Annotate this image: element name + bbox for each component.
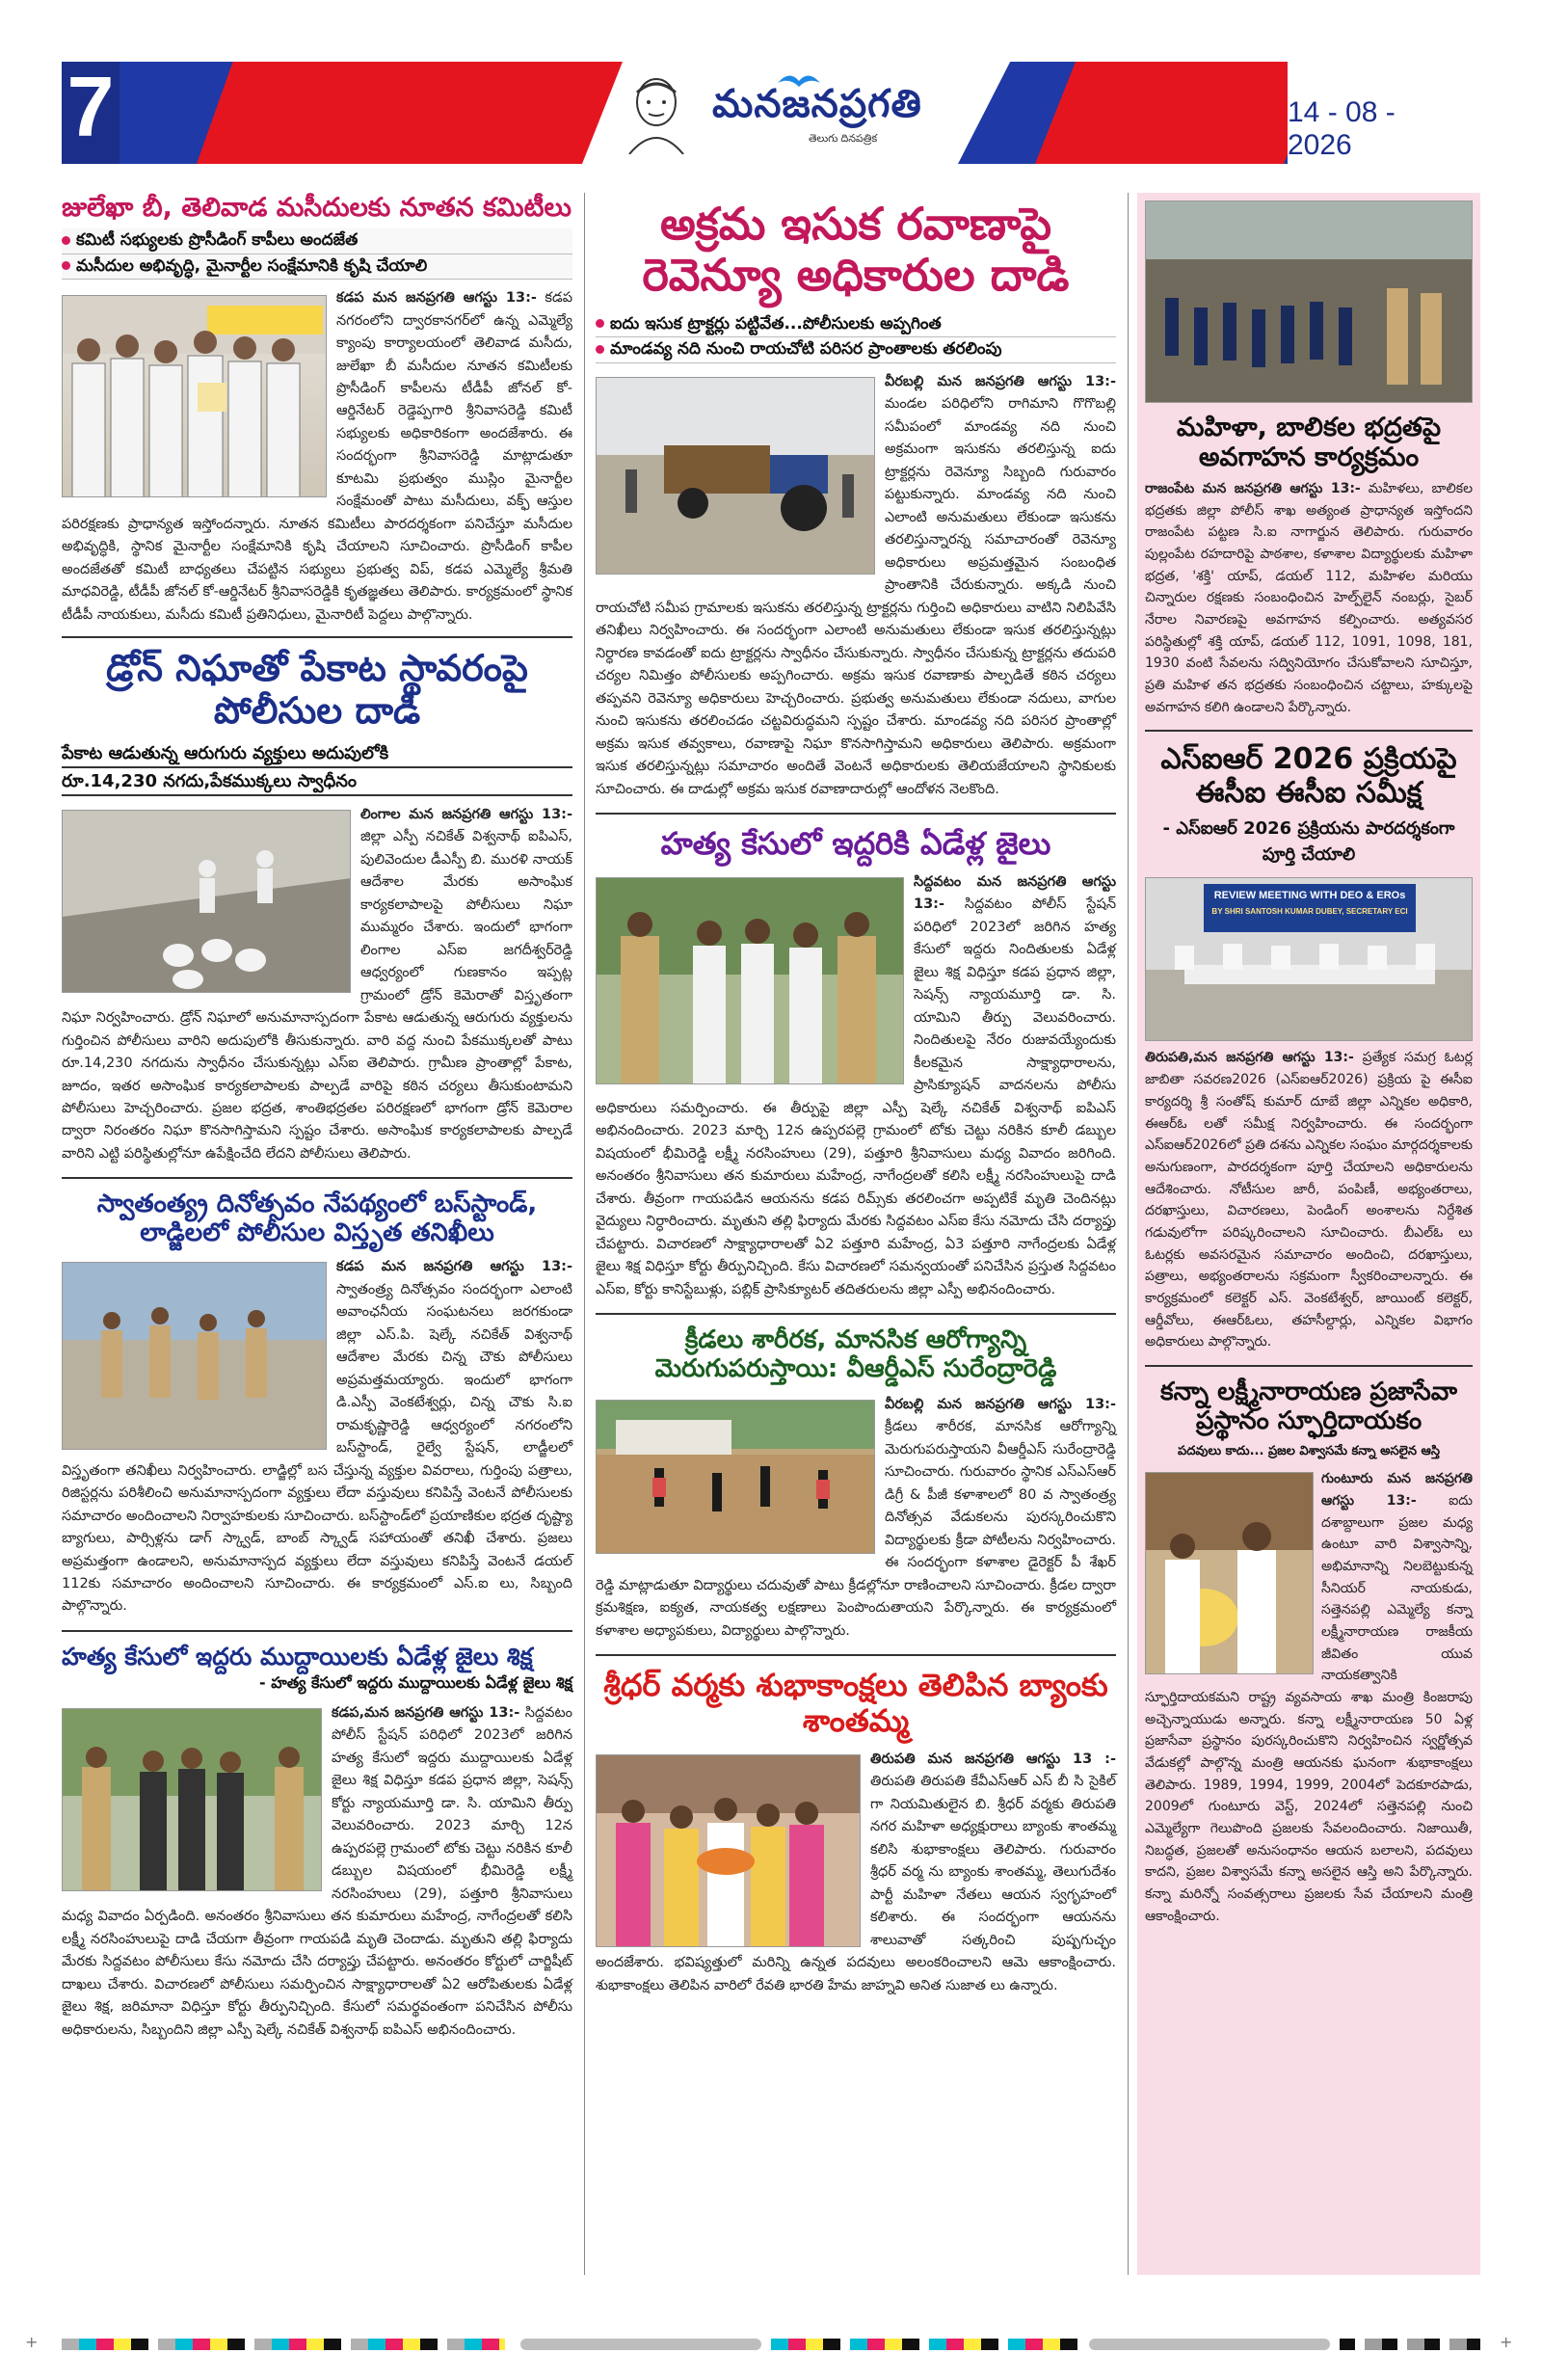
body-text: కడప నగరంలోని ద్వారకానగర్‌లో ఉన్న ఎమ్మెల్యే క్యాంపు కార్యాలయంలో తెలివాడ మసీదు, జులేఖా బీ మసీదుల నూతన కమిటీలకు ప్రొసీడింగ్ కాపీలను టీడీపీ జోనల్ కో-ఆర్డినేటర్ రెడ్డెప్పగారి శ్రీనివాసరెడ్డి కమిటీ సభ్యులకు అధికారికంగా అందజేశారు. ఈ సందర్భంగా శ్రీనివాసరెడ్డి మాట్లాడుతూ కూటమి ప్రభుత్వం ముస్లిం మైనార్టీల సంక్షేమంతో పాటు మసీదులు, వక్ఫ్ ఆస్తుల పరిరక్షణకు ప్రాధాన్యత ఇస్తోందన్నారు. నూతన కమిటీలు పారదర్శకంగా పనిచేస్తూ మసీదుల అభివృద్ధికి, స్థానిక మైనార్టీల సంక్షేమానికి కృషి చేయాలని సూచించారు. ప్రొసీడింగ్ కాపీల అందజేతతో కమిటీ బాధ్యతలు చేపట్టిన సభ్యులు ప్రభుత్వ విప్, కడప ఎమ్మెల్యే శ్రీమతి మాధవిరెడ్డి, టీడీపీ జోనల్ కో-ఆర్డినేటర్ శ్రీనివాసరెడ్డికి కృతజ్ఞతలు తెలిపారు. కార్యక్రమంలో స్థానిక టీడీపీ నాయకులు, మసీదు కమిటీ ప్రతినిధులు, మైనారిటీ పెద్దలు పాల్గొన్నారు.	[62, 290, 572, 623]
issue-date: 14 - 08 - 2026	[1288, 96, 1396, 161]
article-body-wrap	[62, 287, 572, 627]
dateline: కడప మన జనప్రగతి ఆగస్టు 13:-	[336, 1259, 572, 1275]
body-text: స్వాతంత్ర్య దినోత్సవం సందర్భంగా ఎలాంటి అవాంఛనీయ సంఘటనలు జరగకుండా జిల్లా ఎస్.పి. షెల్కే నచికేత్ విశ్వనాథ్ ఆదేశాల మేరకు చిన్న చౌకు పోలీసులు అప్రమత్తమయ్యారు. ఇందులో భాగంగా డి.ఎస్పీ వెంకటేశ్వర్లు, చిన్న చౌకు సి.ఐ రామకృష్ణారెడ్డి ఆధ్వర్యంలో నగరంలోని బస్‌స్టాండ్, రైల్వే స్టేషన్, లాడ్జీలలో విస్తృతంగా తనిఖీలు నిర్వహించారు. లాడ్జిల్లో బస చేస్తున్న వ్యక్తుల వివరాలు, గుర్తింపు పత్రాలు, రిజిస్టర్లను పరిశీలించి అనుమానాస్పదంగా వ్యక్తులు లేదా వస్తువులు కనిపిస్తే వెంటనే పోలీసులకు సమాచారం అందించాలని నిర్వాహకులకు సూచించారు. బస్‌స్టాండ్‌లో ప్రయాణికుల భద్రత దృష్ట్యా బ్యాగులు, పార్సిళ్లను డాగ్ స్క్వాడ్, బాంబ్ స్క్వాడ్ సహాయంతో తనిఖీ చేశారు. ప్రజలు అప్రమత్తంగా ఉండాలని, అనుమానాస్పద వ్యక్తులు లేదా వస్తువులు కనిపిస్తే వెంటనే డయల్ 112కు సమాచారం అందించాలని సూచించారు. ఈ కార్యక్రమంలో ఎస్.ఐ లు, సిబ్బంది పాల్గొన్నారు.	[62, 1281, 572, 1615]
subheadline: రూ.14,230 నగదు,పేకముక్కలు స్వాధీనం	[62, 768, 572, 796]
date-box	[1288, 62, 1480, 164]
bullet-list	[62, 228, 572, 280]
body-text: క్రీడలు శారీరక, మానసిక ఆరోగ్యాన్ని మెరుగుపరుస్తాయని వీఆర్డీఎస్ సురేంద్రారెడ్డి సూచించారు. గురువారం స్థానిక ఎస్ఎస్ఆర్ డిగ్రీ & పీజీ కళాశాలలో 80 వ స్వాతంత్ర్య దినోత్సవ వేడుకలను పురస్కరించుకొని విద్యార్థులకు క్రీడా పోటీలను నిర్వహించారు. ఈ సందర్భంగా కళాశాల డైరెక్టర్ పీ శేఖర్ రెడ్డి మాట్లాడుతూ విద్యార్థులు చదువుతో పాటు క్రీడల్లోనూ రాణించాలని సూచించారు. క్రీడల ద్వారా క్రమశిక్షణ, ఐక్యత, నాయకత్వ లక్షణాలు పెంపొందుతాయని పేర్కొన్నారు. ఈ కార్యక్రమంలో కళాశాల అధ్యాపకులు, విద్యార్థులు పాల్గొన్నారు.	[596, 1419, 1116, 1639]
headline: హత్య కేసులో ఇద్దరికి ఏడేళ్ల జైలు	[660, 824, 1051, 862]
body-text: ఐదు దశాబ్దాలుగా ప్రజల మధ్య ఉంటూ వారి విశ్వాసాన్ని, అభిమానాన్ని నిలబెట్టుకున్న సీనియర్ నాయకుడు, సత్తెనపల్లి ఎమ్మెల్యే కన్నా లక్ష్మీనారాయణ రాజకీయ జీవితం యువ నాయకత్వానికి స్ఫూర్తిదాయకమని రాష్ట్ర వ్యవసాయ శాఖ మంత్రి కింజరాపు అచ్చెన్నాయుడు అన్నారు. కన్నా లక్ష్మీనారాయణ 50 ఏళ్ల ప్రజాసేవా ప్రస్థానం పురస్కరించుకొని నిర్వహించిన స్వర్ణోత్సవ వేడుకల్లో పాల్గొన్న మంత్రి ఆయనకు ఘనంగా శుభాకాంక్షలు తెలిపారు. 1989, 1994, 1999, 2004లో పెదకూరపాడు, 2009లో గుంటూరు వెస్ట్, 2024లో సత్తెనపల్లి నుంచి ఎమ్మెల్యేగా గెలుపొంది ప్రజలకు సేవలందించారు. నిజాయితీ, నిబద్ధత, ప్రజలతో అనుసంధానం ఆయన బలాలని, పదవులు కాదని, ప్రజల విశ్వాసమే కన్నా అసలైన ఆస్తి అని పేర్కొన్నారు. కన్నా మరిన్నో సంవత్సరాలు ప్రజలకు సేవ చేయాలని మంత్రి ఆకాంక్షించారు.	[1145, 1492, 1473, 1924]
page-number: 7	[66, 59, 115, 154]
headline: ఎస్ఐఆర్ 2026 ప్రక్రియపై ఈసీఐ ఈసీఐ సమీక్ష	[1160, 742, 1457, 810]
article-murder-case-left	[62, 1644, 572, 2042]
brand-tagline: తెలుగు దినపత్రిక	[809, 133, 878, 145]
crowd-scene-graphic	[1146, 201, 1473, 403]
body-text: మండల పరిధిలోని రాగిమాని గొగొబల్లి సమీపంలో మాండవ్య నది నుంచి అక్రమంగా ఇసుకను తరలిస్తున్న ఐదు ట్రాక్టర్లను రెవెన్యూ సిబ్బంది గురువారం పట్టుకున్నారు. మాండవ్య నది నుంచి ఎలాంటి అనుమతులు లేకుండా ఇసుకను తరలిస్తున్నారన్న సమాచారంతో రెవెన్యూ అధికారులు అప్రమత్తమైన సంబంధిత ప్రాంతానికి చేరుకున్నారు. అక్కడి నుంచి రాయచోటి సమీప గ్రామాలకు ఇసుకను తరలిస్తున్న ట్రాక్టర్లను గుర్తించి అధికారులు వాటిని నిలిపివేసి తనిఖీలు నిర్వహించారు. ఈ సందర్భంగా ఎలాంటి అనుమతులు లేకుండా ఇసుక తరలిస్తున్నట్లు నిర్ధారణ కావడంతో ఐదు ట్రాక్టర్లను స్వాధీనం చేసుకున్నారు. స్వాధీనం చేసుకున్న ట్రాక్టర్లను తదుపరి చర్యల నిమిత్తం పోలీసులకు అప్పగించారు. అక్రమ ఇసుక రవాణాకు పాల్పడితే కఠిన చర్యలు తప్పవని రెవెన్యూ అధికారులు హెచ్చరించారు. ప్రభుత్వ అనుమతులు లేకుండా నదులు, వాగుల నుంచి ఇసుకను తరలించడం చట్టవిరుద్ధమని స్పష్టం చేశారు. మాండవ్య నది పరిసర ప్రాంతాల్లో అక్రమ ఇసుక తవ్వకాలు, రవాణాపై నిఘా కొనసాగిస్తామని అధికారులు తెలిపారు. అక్రమంగా ఇసుక తరలిస్తున్నట్లు సమాచారం అందితే వెంటనే అధికారులకు తెలియజేయాలని స్థానికులకు సూచించారు. ఈ దాడుల్లో అక్రమ ఇసుక రవాణాదారుల్లో ఆందోళన నెలకొంది.	[596, 396, 1116, 797]
review-meeting-photo	[1145, 877, 1473, 1041]
article-kanna-lakshminarayana	[1145, 1378, 1473, 1927]
dateline: తిరుపతి,మన జనప్రగతి ఆగస్టు 13:-	[1145, 1050, 1354, 1066]
page-number-box	[62, 59, 120, 164]
raid-scene-graphic	[63, 811, 351, 993]
article-text	[1145, 478, 1473, 718]
bullet-item: మాండవ్య నది నుంచి రాయచోటి పరిసర ప్రాంతాలకు తరలింపు	[596, 337, 1116, 363]
article-greetings	[596, 1668, 1116, 1997]
article-independence-checks	[62, 1190, 572, 1618]
body-text: సిద్దవటం పోలీస్ స్టేషన్ పరిధిలో 2023లో జరిగిన హత్య కేసులో ఇద్దరు ముద్దాయిలకు ఏడేళ్ల జైలు శిక్ష విధిస్తూ కడప ప్రధాన జిల్లా, సెషన్స్ కోర్టు న్యాయమూర్తి డా. సి. యామిని తీర్పు వెలువరించారు. 2023 మార్చి 12న ఉప్పరపల్లె గ్రామంలో టోకు చెట్టు నరికిన కూలీ డబ్బుల విషయంలో భీమిరెడ్డి లక్ష్మీ నరసింహులు (29), పత్తూరి శ్రీనివాసులు మధ్య వివాదం ఏర్పడింది. అనంతరం శ్రీనివాసులు తన కుమారులు మహేంద్ర, నాగేంద్రలతో కలిసి లక్ష్మీ నరసింహులుపై దాడి చేయగా తీవ్రంగా గాయపడి మృతి చెందాడు. మృతుని తల్లి ఫిర్యాదు మేరకు సిద్దవటం పోలీసులు కేసు నమోదు చేసి దర్యాప్తు చేపట్టారు. అనంతరం కోర్టులో చార్జిషీట్ దాఖలు చేశారు. విచారణలో పోలీసులు సమర్పించిన సాక్ష్యాధారాలతో ఏ2 ఆరోపితులకు ఏడేళ్ల జైలు శిక్ష, జరిమానా విధిస్తూ కోర్టు తీర్పునిచ్చింది. కేసులో సమర్థవంతంగా పనిచేసిన పోలీసు అధికారులను, సిబ్బందిని జిల్లా ఎస్పీ షెల్కే నచికేత్ విశ్వనాథ్ ఐపిఎస్ అభినందించారు.	[62, 1704, 572, 2038]
sports-scene-graphic	[597, 1401, 875, 1554]
accused-with-police-photo	[62, 1708, 322, 1891]
column-divider	[584, 193, 585, 2275]
headline: స్వాతంత్య్ర దినోత్సవం నేపథ్యంలో బస్‌స్టాండ్, లాడ్జిలలో పోలీసుల విస్తృత తనిఖీలు	[96, 1190, 538, 1248]
color-bar-gray-right	[1089, 2339, 1330, 2350]
dateline: గుంటూరు మన జనప్రగతి ఆగస్టు 13:-	[1321, 1471, 1473, 1509]
article-divider	[596, 813, 1116, 815]
bullet-item: కమిటీ సభ్యులకు ప్రొసీడింగ్ కాపీలు అందజేత	[62, 228, 572, 254]
headline: డ్రోన్ నిఘాతో పేకాట స్థావరంపై పోలీసుల దాడి	[106, 647, 528, 732]
headline: జులేఖా బీ, తెలివాడ మసీదులకు నూతన కమిటీలు	[62, 193, 572, 223]
color-bar-gray-left	[520, 2339, 761, 2350]
article-text	[1145, 1047, 1473, 1352]
bullet-item: ఐదు ఇసుక ట్రాక్టర్లు పట్టివేత...పోలీసులకు అప్పగింత	[596, 312, 1116, 338]
column-right-sidebar	[1137, 193, 1480, 2275]
dateline: కడప,మన జనప్రగతి ఆగస్టు 13:-	[332, 1704, 520, 1721]
headline: కన్నా లక్ష్మీనారాయణ ప్రజాసేవా ప్రస్థానం స్ఫూర్తిదాయకం	[1160, 1377, 1457, 1435]
body-text: ప్రత్యేక సమగ్ర ఓటర్ల జాబితా సవరణ2026 (ఎస్ఐఆర్2026) ప్రక్రియ పై ఈసీఐ కార్యదర్శి శ్రీ సంతోష్ కుమార్ దూబే జిల్లా ఎన్నికల అధికారి, ఈఆర్ఓ లతో సమీక్ష నిర్వహించారు. ఈ సందర్భంగా ఎస్ఐఆర్2026లో ప్రతి దశను ఎన్నికల సంఘం మార్గదర్శకాలకు అనుగుణంగా, పారదర్శకంగా పూర్తి చేయాలని అధికారులను ఆదేశించారు. నోటీసుల జారీ, పంపిణీ, అభ్యంతరాలు, దరఖాస్తులు, విచారణలు, పెండింగ్ అంశాలను నిర్దేశిత గడువులోగా పరిష్కరించాలని సూచించారు. బీఎల్ఓ లు ఓటర్లకు అవసరమైన సమాచారం అందించి, దరఖాస్తులు, పత్రాలు, అభ్యంతరాలను సక్రమంగా స్వీకరించాలన్నారు. ఈ కార్యక్రమంలో కలెక్టర్ ఎస్. వెంకటేశ్వర్, జాయింట్ కలెక్టర్, ఆర్డీవోలు, ఈఆర్ఓలు, తహసీల్దార్లు, ఎన్నికల విభాగం అధికారులు పాల్గొన్నారు.	[1145, 1050, 1473, 1350]
article-body-wrap	[596, 871, 1116, 1301]
body-text: తిరుపతి తిరుపతి కేవీఎస్ఆర్ ఎస్ బీ సి సైకిల్ గా నియమితులైన బి. శ్రీధర్ వర్మకు తిరుపతి నగర మహిళా అధ్యక్షురాలు బ్యాంకు శాంతమ్మ కలిసి శుభాకాంక్షలు తెలిపారు. గురువారం శ్రీధర్ వర్మ ను బ్యాంకు శాంతమ్మ, తెలుగుదేశం పార్టీ మహిళా నేతలు ఆయన స్వగృహంలో కలిశారు. ఈ సందర్భంగా ఆయనను శాలువాతో సత్కరించి పుష్పగుచ్ఛం అందజేశారు. భవిష్యత్తులో మరిన్ని ఉన్నత పదవులు అలంకరించాలని ఆమె ఆకాంక్షించారు. శుభాకాంక్షలు తెలిపిన వారిలో రేవతి భారతి హేమ జాహ్నవి అనిత సుజాత లు ఉన్నారు.	[596, 1774, 1116, 1993]
sand-tractor-photo	[596, 377, 875, 575]
masthead-red-band-left	[197, 62, 650, 164]
convicts-photo	[596, 877, 904, 1084]
headline: అక్రమ ఇసుక రవాణాపై రెవెన్యూ అధికారుల దాడి	[642, 198, 1070, 301]
article-divider	[596, 1654, 1116, 1656]
article-mosque-committees	[62, 193, 572, 627]
article-body-wrap	[596, 371, 1116, 801]
article-divider	[62, 1177, 572, 1179]
article-drone-raid	[62, 648, 572, 1165]
subheadline: - ఎస్ఐఆర్ 2026 ప్రక్రియను పారదర్శకంగా పూర్తి చేయాలి	[1162, 818, 1455, 866]
brand-name: మనజనప్రగతి	[712, 82, 922, 125]
dateline: లింగాల మన జనప్రగతి ఆగస్టు 13:-	[360, 806, 572, 822]
police-patrol-photo	[62, 1262, 327, 1450]
bullet-dot-icon	[596, 319, 604, 328]
dateline: వీరబల్లి మన జనప్రగతి ఆగస్టు 13:-	[885, 373, 1116, 389]
article-divider	[62, 1630, 572, 1632]
article-body-wrap	[62, 1702, 572, 2042]
accused-scene-graphic	[63, 1709, 322, 1891]
body-text: జిల్లా ఎస్పీ నచికేత్ విశ్వనాథ్ ఐపిఎస్, పులివెందుల డీఎస్పీ బి. మురళి నాయక్ ఆదేశాల మేరకు అసాంఘిక కార్యకలాపాలపై పోలీసులు నిఘా ముమ్మరం చేశారు. ఇందులో భాగంగా లింగాల ఎస్ఐ జగదీశ్వర్‌రెడ్డి ఆధ్వర్యంలో గుణకానం ఇప్పట్ల గ్రామంలో డ్రోన్ కెమెరాతో విస్తృతంగా నిఘా నిర్వహించారు. డ్రోన్ నిఘాలో అనుమానాస్పదంగా పేకాట ఆడుతున్న ఆరుగురు వ్యక్తులను గుర్తించిన పోలీసులు వారిని అదుపులోకి తీసుకున్నారు. వారి వద్ద నుంచి పేకముక్కలతో పాటు రూ.14,230 నగదును స్వాధీనం చేసుకున్నట్లు ఎస్ఐ తెలిపారు. గ్రామీణ ప్రాంతాల్లో పేకాట, జూదం, ఇతర అసాంఘిక కార్యకలాపాలకు పాల్పడే వారిపై కఠిన చర్యలు తీసుకుంటామని పోలీసులు హెచ్చరించారు. ప్రజల భద్రత, శాంతిభద్రతల పరిరక్షణలో భాగంగా డ్రోన్ కెమెరాల ద్వారా నిరంతరం నిఘా కొనసాగిస్తామని స్పష్టం చేశారు. అసాంఘిక కార్యకలాపాలకు పాల్పడే వారిని ఎట్టి పరిస్థితుల్లోనూ ఉపేక్షించేది లేదని పోలీసులు తెలిపారు.	[62, 829, 572, 1162]
dateline: సిద్దవటం మన జనప్రగతి ఆగస్టు 13:-	[914, 873, 1116, 913]
bullet-item: మసీదుల అభివృద్ధి, మైనార్టీల సంక్షేమానికి కృషి చేయాలి	[62, 254, 572, 281]
bullet-dot-icon	[62, 236, 70, 245]
article-divider	[1145, 1365, 1473, 1367]
column-divider	[1128, 193, 1129, 2275]
article-women-safety	[1145, 201, 1473, 718]
dateline: రాజంపేట మన జనప్రగతి ఆగస్టు 13:-	[1145, 481, 1361, 497]
print-registration-strip	[0, 2333, 1542, 2352]
women-safety-awareness-photo	[1145, 201, 1473, 403]
mosque-committee-photo	[62, 295, 327, 497]
bullet-list	[596, 312, 1116, 363]
article-body-wrap	[596, 1394, 1116, 1643]
meeting-banner-subtext: BY SHRI SANTOSH KUMAR DUBEY, SECRETARY ECI	[1211, 907, 1408, 917]
brand-logo	[597, 67, 982, 158]
tractor-scene-graphic	[597, 378, 875, 575]
bullet-dot-icon	[596, 345, 604, 354]
bullet-dot-icon	[62, 261, 70, 270]
article-sports	[596, 1326, 1116, 1643]
article-murder-case-middle	[596, 826, 1116, 1301]
color-bar-left	[62, 2339, 505, 2350]
drone-raid-photo	[62, 810, 351, 993]
article-body-wrap	[62, 1256, 572, 1618]
dateline: కడప మన జనప్రగతి ఆగస్టు 13:-	[336, 290, 537, 307]
headline: మహిళా, బాలికల భద్రతపై అవగాహన కార్యక్రమం	[1176, 413, 1442, 473]
greetings-scene-graphic	[597, 1755, 861, 1947]
article-sir-review	[1145, 743, 1473, 1352]
dateline: తిరుపతి మన జనప్రగతి ఆగస్టు 13 :-	[870, 1751, 1116, 1767]
felicitation-scene-graphic	[1146, 1473, 1314, 1674]
greetings-photo	[596, 1754, 861, 1947]
color-bar-center	[771, 2339, 1079, 2350]
kanna-felicitation-photo	[1145, 1472, 1314, 1674]
article-illegal-sand	[596, 193, 1116, 801]
article-divider	[596, 1313, 1116, 1315]
subheadline: - హత్య కేసులో ఇద్దరు ముద్దాయిలకు ఏడేళ్ల జైలు శిక్ష	[259, 1672, 572, 1692]
column-left	[62, 193, 572, 2275]
dateline: వీరబల్లి మన జనప్రగతి ఆగస్టు 13:-	[885, 1396, 1116, 1412]
article-divider	[1145, 730, 1473, 732]
group-photo-graphic	[63, 296, 327, 497]
crosshair-icon: +	[25, 2333, 39, 2351]
headline: శ్రీధర్ వర్మకు శుభాకాంక్షలు తెలిపిన బ్యాంకు శాంతమ్మ	[603, 1667, 1108, 1739]
subheadline: పేకాట ఆడుతున్న ఆరుగురు వ్యక్తులు అదుపులోకి	[62, 740, 572, 768]
body-text: మహిళలు, బాలికల భద్రతకు జిల్లా పోలీస్ శాఖ అత్యంత ప్రాధాన్యత ఇస్తోందని రాజంపేట పట్టణ సి.ఐ నాగార్జున తెలిపారు. గురువారం పుల్లంపేట రహదారిపై పాఠశాల, కళాశాల విద్యార్థులకు మహిళా భద్రత, 'శక్తి' యాప్, డయల్ 112, మహిళల మరియు చిన్నారుల రక్షణకు సంబంధించిన హెల్ప్‌లైన్ నంబర్లు, సైబర్ నేరాల నివారణపై అవగాహన కల్పించారు. అత్యవసర పరిస్థితుల్లో శక్తి యాప్, డయల్ 112, 1091, 1098, 181, 1930 వంటి సేవలను సద్వినియోగం చేసుకోవాలని సూచిస్తూ, ప్రతి మహిళ తన భద్రతకు సంబంధించిన చట్టాలు, హక్కులపై అవగాహన కలిగి ఉండాలని పేర్కొన్నారు.	[1145, 481, 1474, 715]
headline: క్రీడలు శారీరక, మానసిక ఆరోగ్యాన్ని మెరుగుపరుస్తాయి: వీఆర్డీఎస్ సురేంద్రారెడ్డి	[654, 1324, 1057, 1383]
meeting-scene-graphic	[1146, 878, 1473, 1041]
color-bar-right	[1340, 2339, 1480, 2350]
subheadline: పదవులు కాదు... ప్రజల విశ్వాసమే కన్నా అసలైన ఆస్తి	[1178, 1443, 1440, 1458]
crosshair-icon: +	[1500, 2333, 1513, 2351]
article-body-wrap	[596, 1749, 1116, 1997]
masthead	[62, 59, 1480, 164]
leader-portrait-icon	[618, 73, 695, 154]
column-middle	[596, 193, 1116, 2275]
masthead-red-band-right	[1035, 62, 1324, 164]
patrol-scene-graphic	[63, 1263, 327, 1450]
article-body-wrap	[62, 804, 572, 1166]
meeting-banner-text: REVIEW MEETING WITH DEO & EROs	[1213, 890, 1406, 902]
convicts-scene-graphic	[597, 878, 904, 1084]
sports-event-photo	[596, 1400, 875, 1554]
article-divider	[62, 636, 572, 638]
article-body-wrap	[1145, 1468, 1473, 1927]
headline: హత్య కేసులో ఇద్దరు ముద్దాయిలకు ఏడేళ్ల జైలు శిక్ష	[62, 1642, 533, 1671]
body-text: సిద్దవటం పోలీస్ స్టేషన్ పరిధిలో 2023లో జరిగిన హత్య కేసులో ఇద్దరు నిందితులకు ఏడేళ్ల జైలు శిక్ష విధిస్తూ కడప ప్రధాన జిల్లా, సెషన్స్ న్యాయమూర్తి డా. సి. యామిని తీర్పు వెలువరించారు. నిందితులపై నేరం రుజువయ్యేందుకు కీలకమైన సాక్ష్యాధారాలను, ప్రాసిక్యూషన్ వాదనలను పోలీసు అధికారులు సమర్పించారు. ఈ తీర్పుపై జిల్లా ఎస్పీ షెల్కే నచికేత్ విశ్వనాథ్ ఐపిఎస్ అభినందించారు. 2023 మార్చి 12న ఉప్పరపల్లె గ్రామంలో టోకు చెట్టు నరికిన కూలీ డబ్బుల విషయంలో భీమిరెడ్డి లక్ష్మీ నరసింహులు (29), పత్తూరి శ్రీనివాసులు మధ్య వివాదం జరిగింది. అనంతరం శ్రీనివాసులు తన కుమారులు మహేంద్ర, నాగేంద్రలతో కలిసి లక్ష్మీ నరసింహులుపై దాడి చేశారు. తీవ్రంగా గాయపడిన ఆయనను కడప రిమ్స్‌కు తరలించగా అప్పటికే మృతి చెందినట్లు వైద్యులు నిర్ధారించారు. మృతుని తల్లి ఫిర్యాదు మేరకు సిద్దవటం ఎస్ఐ కేసు నమోదు చేసి దర్యాప్తు చేపట్టారు. విచారణలో సాక్ష్యాధారాలతో ఏ2 పత్తూరి మహేంద్ర, ఏ3 పత్తూరి నాగేంద్రలకు ఏడేళ్ల జైలు శిక్ష విధిస్తూ కోర్టు తీర్పునిచ్చింది. కేసు విచారణలో సమన్వయంతో పనిచేసిన ప్రస్తుత సిద్దవటం ఎస్ఐ, కోర్టు కానిస్టేబుళ్లు, పబ్లిక్ ప్రాసిక్యూటర్ తదితరులను జిల్లా ఎస్పీ అభినందించారు.	[596, 896, 1116, 1297]
